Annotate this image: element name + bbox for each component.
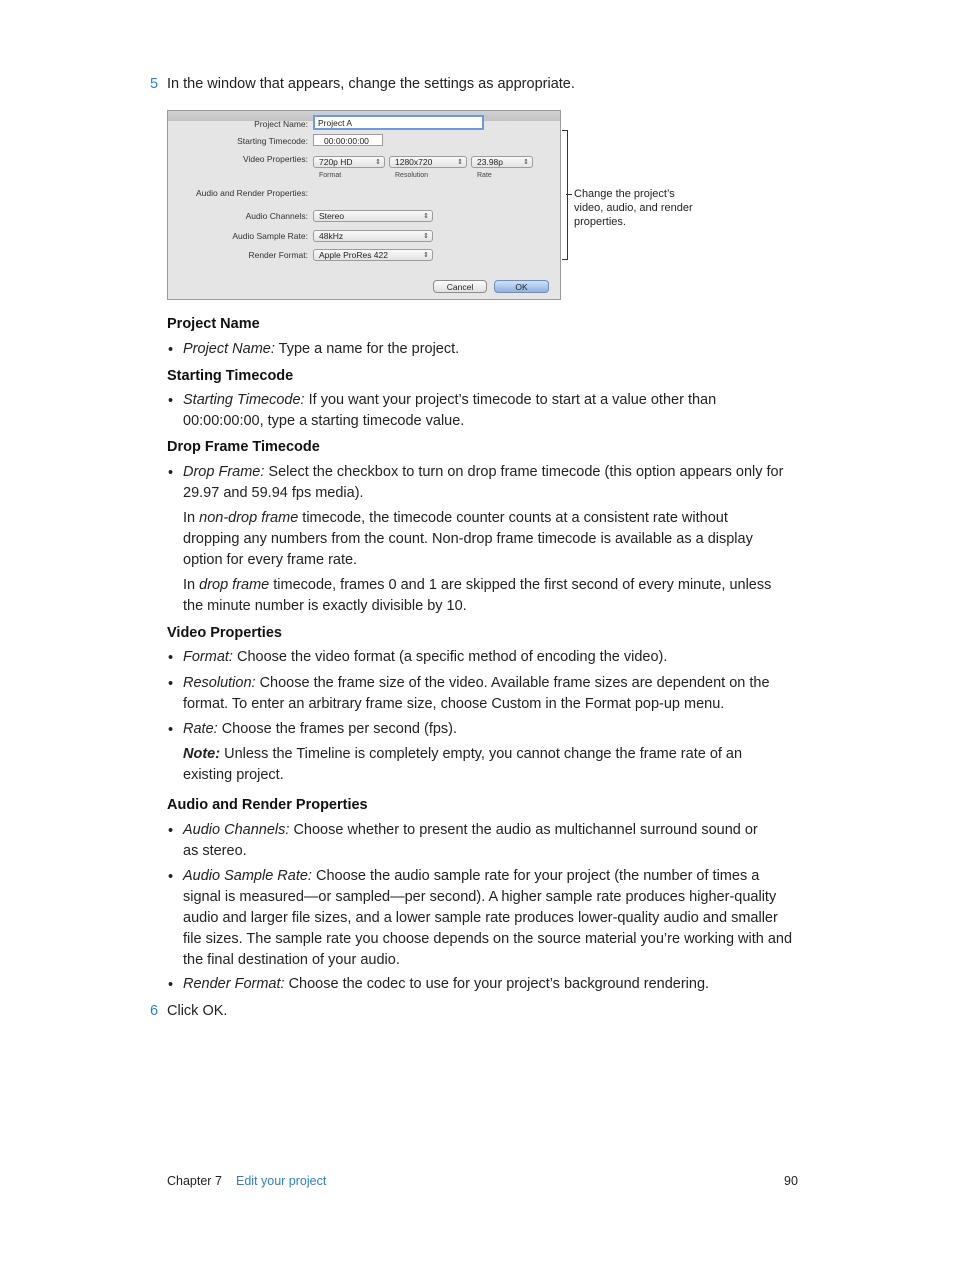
footer-chapter: Chapter 7 [167,1174,222,1188]
bullet-item: Format: Choose the video format (a specific method of encoding the video). [183,649,668,665]
bullet-item: Starting Timecode: If you want your project’s timecode to start at a value other than 00:00:00:00, type a starting timecode value. [183,392,717,429]
video-properties-label: Video Properties: [242,154,308,164]
render-format-label: Render Format: [248,250,308,260]
audio-sample-rate-popup[interactable] [313,230,433,242]
render-format-popup[interactable] [313,249,433,261]
format-sublabel: Format [319,172,342,179]
resolution-value: 1280x720 [395,157,433,167]
format-popup[interactable] [313,156,385,168]
bullet: • [168,393,174,409]
project-name-field[interactable]: Project A [313,115,484,130]
bullet: • [168,342,174,358]
bullet-item: Render Format: Choose the codec to use for your project’s background rendering. [183,976,710,992]
section-heading: Video Properties [167,625,282,641]
cancel-button[interactable]: Cancel [433,280,487,293]
bullet-item: Audio Sample Rate: Choose the audio sample rate for your project (the number of times a signal is measured—or sampled—per second). A higher sample rate produces higher-quality audio and larger file sizes, and a lower sample rate produces lower-quality audio and smaller file sizes. The sample rate you choose depends on the source material you’re working with and the final destination of your audio. [183,868,793,968]
bullet: • [168,465,174,481]
starting-timecode-label: Starting Timecode: [237,136,308,146]
bullet: • [168,650,174,666]
rate-popup[interactable] [471,156,533,168]
callout-bracket [562,130,568,260]
audio-channels-popup[interactable] [313,210,433,222]
updown-arrows-icon: ⇕ [423,213,429,220]
resolution-sublabel: Resolution [395,172,429,179]
bullet-item: Drop Frame: Select the checkbox to turn on drop frame timecode (this option appears only for 29.97 and 59.94 fps media). [183,464,784,501]
section-heading: Drop Frame Timecode [167,439,320,455]
starting-timecode-field[interactable]: 00:00:00:00 [313,134,383,146]
section-heading: Audio and Render Properties [167,797,368,813]
audio-sample-rate-value: 48kHz [319,231,344,241]
step-text: In the window that appears, change the settings as appropriate. [167,76,575,92]
rate-value: 23.98p [477,157,503,167]
updown-arrows-icon: ⇕ [523,159,529,166]
bullet-item: Resolution: Choose the frame size of the video. Available frame sizes are dependent on the format. To enter an arbitrary frame size, choose Custom in the Format pop-up menu. [183,675,770,712]
bullet: • [168,977,174,993]
bullet: • [168,869,174,885]
bullet: • [168,676,174,692]
bullet: • [168,823,174,839]
project-name-label: Project Name: [254,119,308,129]
updown-arrows-icon: ⇕ [375,159,381,166]
audio-channels-label: Audio Channels: [245,211,308,221]
bullet: • [168,722,174,738]
step-text: Click OK. [167,1003,228,1019]
step-number: 6 [150,1003,159,1019]
callout-leader-line [566,194,572,195]
page-number: 90 [784,1174,798,1188]
paragraph: In non-drop frame timecode, the timecode counter counts at a consistent rate without dropping any numbers from the count. Non-drop frame timecode is available as a display option for every frame rate. [183,510,753,568]
step-number: 5 [150,76,159,92]
render-format-value: Apple ProRes 422 [319,250,388,260]
bullet-item: Rate: Choose the frames per second (fps). [183,721,458,737]
note: Note: Unless the Timeline is completely empty, you cannot change the frame rate of an existing project. [183,746,743,783]
rate-sublabel: Rate [477,172,492,179]
ok-button[interactable]: OK [494,280,549,293]
callout-text: Change the project’s video, audio, and render properties. [574,188,693,228]
resolution-popup[interactable] [389,156,467,168]
audio-render-label: Audio and Render Properties: [196,188,308,198]
project-settings-dialog [167,110,561,300]
audio-channels-value: Stereo [319,211,345,221]
paragraph: In drop frame timecode, frames 0 and 1 are skipped the first second of every minute, unless the minute number is exactly divisible by 10. [183,577,772,614]
updown-arrows-icon: ⇕ [423,252,429,259]
section-heading: Starting Timecode [167,368,294,384]
updown-arrows-icon: ⇕ [457,159,463,166]
audio-sample-rate-label: Audio Sample Rate: [232,231,308,241]
format-value: 720p HD [319,157,353,167]
bullet-item: Project Name: Type a name for the project. [183,341,460,357]
footer-chapter-link[interactable]: Edit your project [236,1174,327,1188]
bullet-item: Audio Channels: Choose whether to present the audio as multichannel surround sound or as stereo. [183,822,758,859]
section-heading: Project Name [167,316,260,332]
updown-arrows-icon: ⇕ [423,233,429,240]
